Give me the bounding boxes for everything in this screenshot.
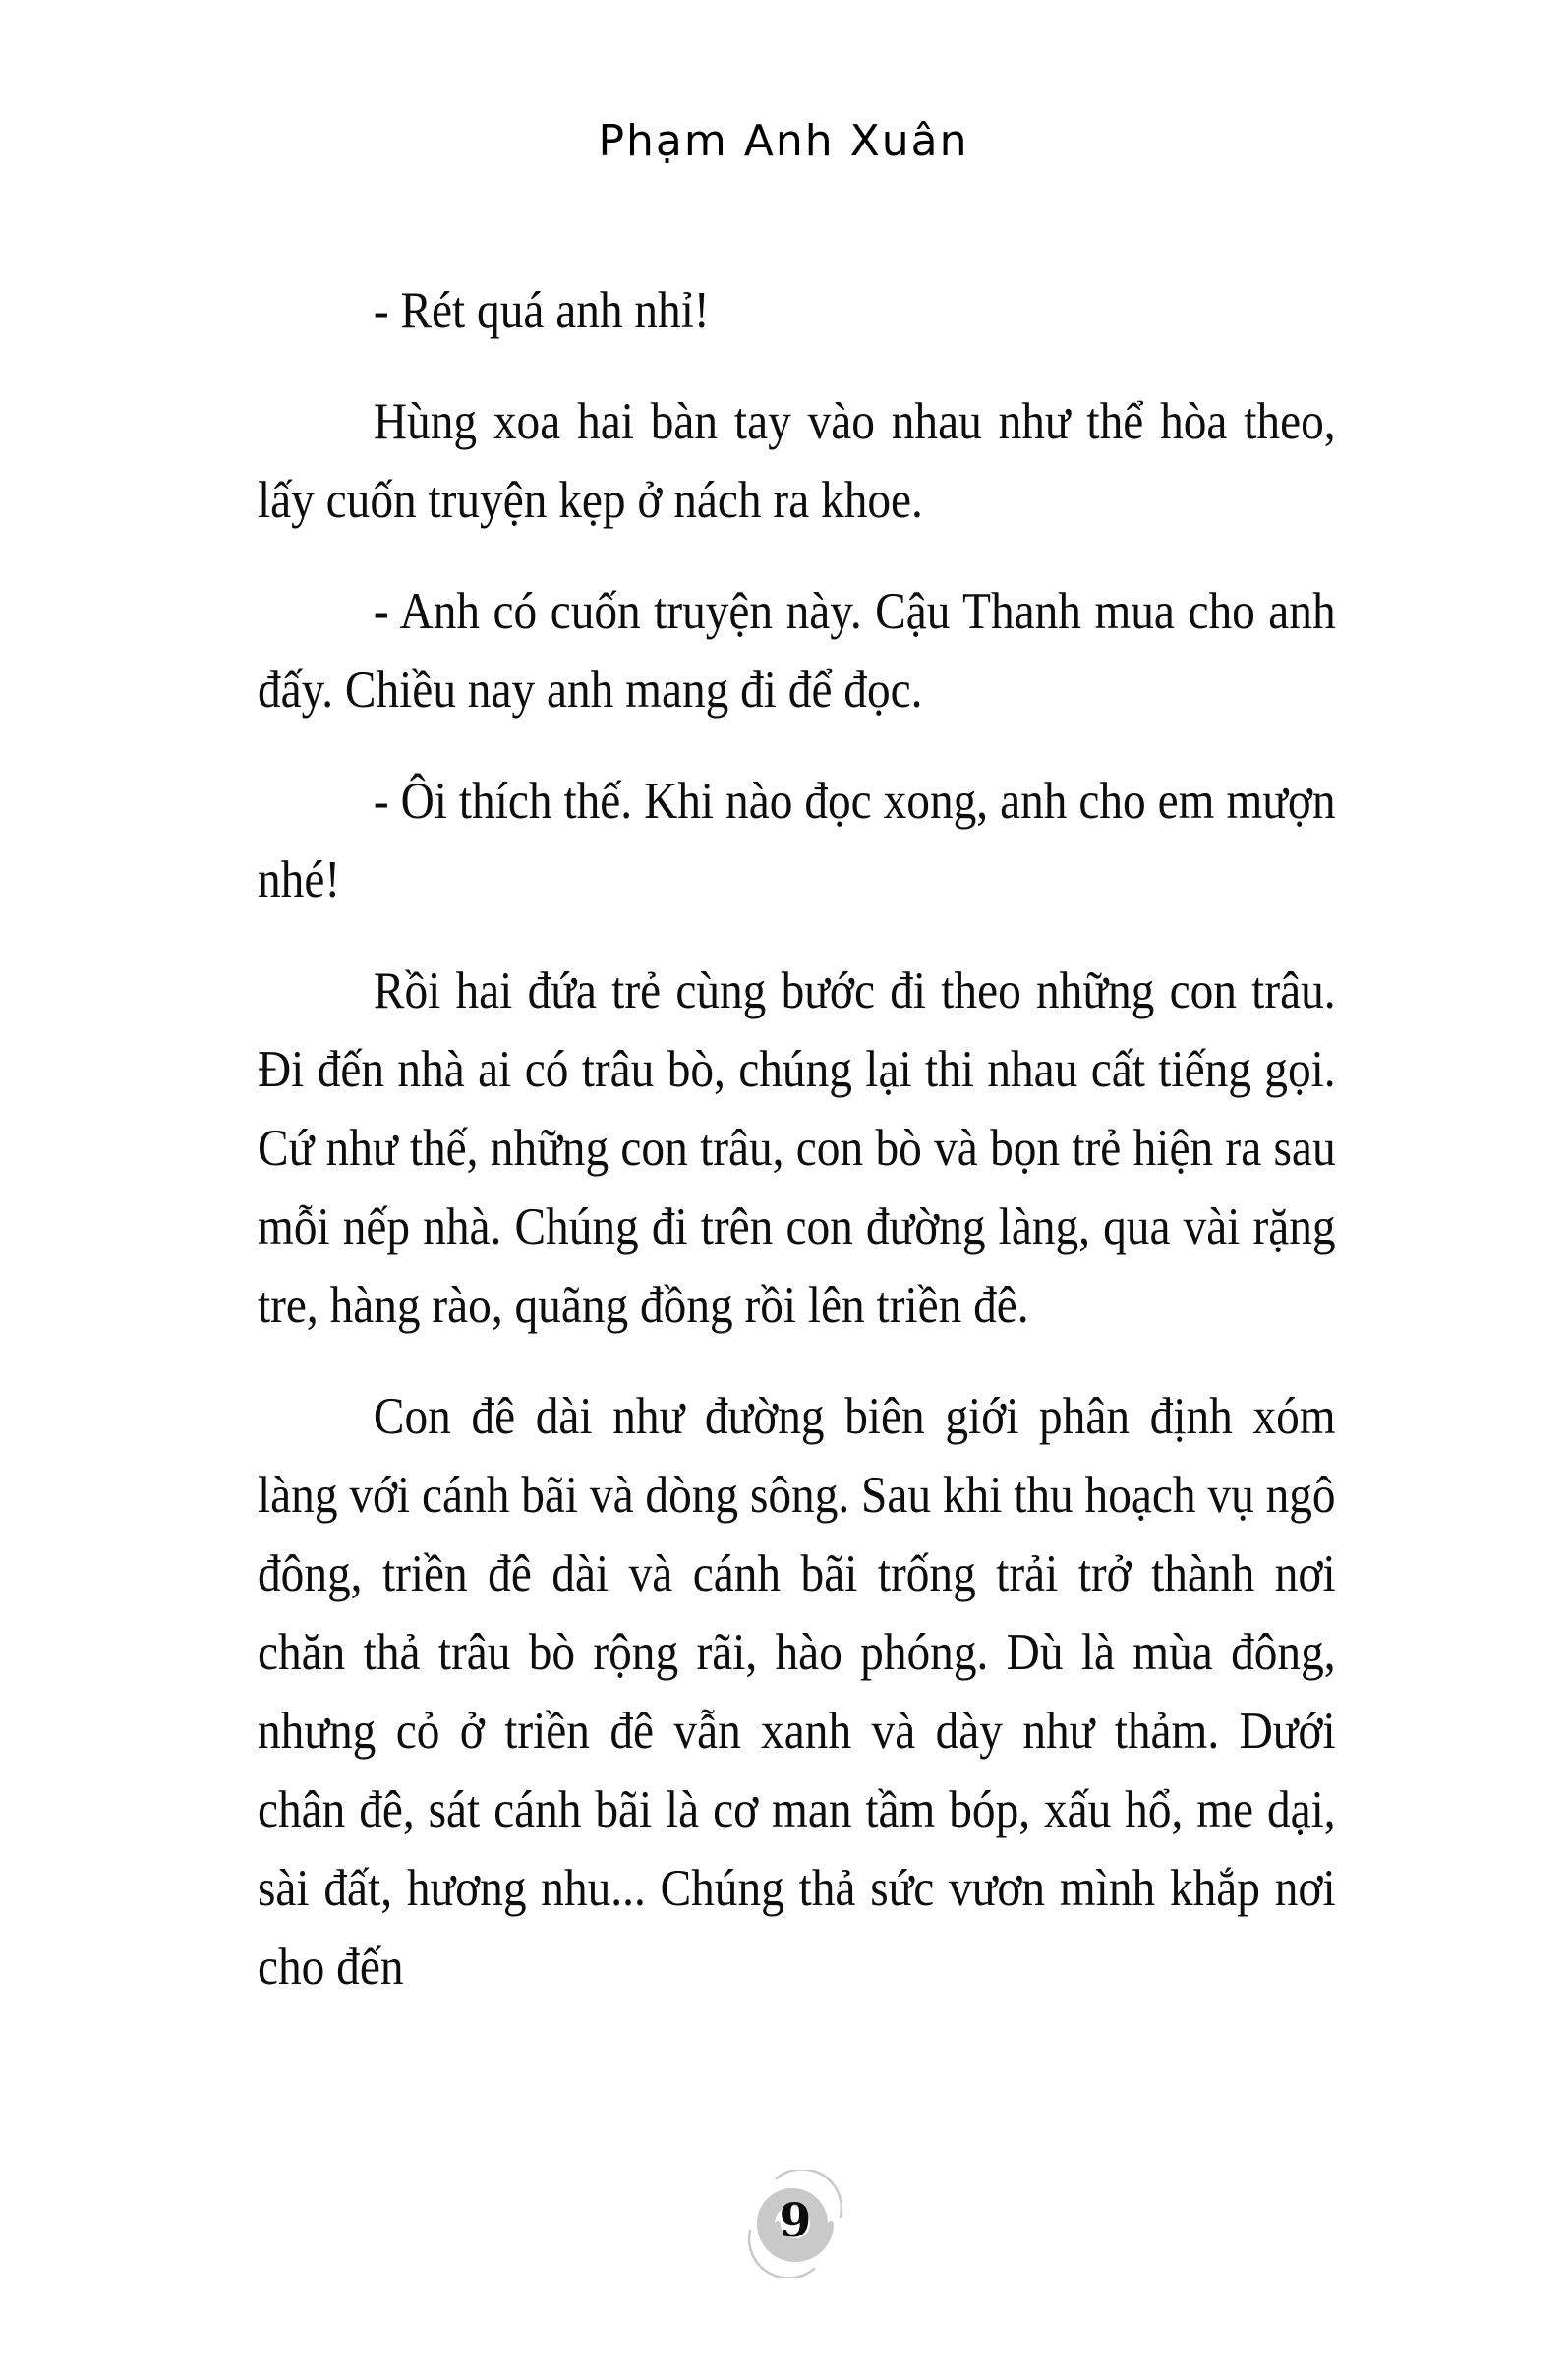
paragraph-dialogue-3: - Ôi thích thế. Khi nào đọc xong, anh cho em mượn nhé! [258, 773, 1336, 908]
paragraph-dialogue-2: - Anh có cuốn truyện này. Cậu Thanh mua cho anh đấy. Chiều nay anh mang đi để đọc. [258, 583, 1336, 719]
paragraph-dialogue-1: - Rét quá anh nhỉ! [373, 282, 710, 339]
page-number: 9 [779, 2193, 812, 2248]
paragraph-narration-1: Hùng xoa hai bàn tay vào nhau như thể hòa theo, lấy cuốn truyện kẹp ở nách ra khoe. [258, 393, 1336, 529]
paragraph-narration-2: Rồi hai đứa trẻ cùng bước đi theo những con trâu. Đi đến nhà ai có trâu bò, chúng lại thi nhau cất tiếng gọi. Cứ như thế, những con trâu, con bò và bọn trẻ hiện ra sau mỗi nếp nhà. Chúng đi trên con đường làng, qua vài rặng tre, hàng rào, quãng đồng rồi lên triền đê. [258, 962, 1336, 1334]
paragraph-narration-3: Con đê dài như đường biên giới phân định xóm làng với cánh bãi và dòng sông. Sau khi thu hoạch vụ ngô đông, triền đê dài và cánh bãi trống trải trở thành nơi chăn thả trâu bò rộng rãi, hào phóng. Dù là mùa đông, nhưng cỏ ở triền đê vẫn xanh và dày như thảm. Dưới chân đê, sát cánh bãi là cơ man tầm bóp, xấu hổ, me dại, sài đất, hương nhu... Chúng thả sức vươn mình khắp nơi cho đến [258, 1388, 1336, 1996]
page-body-text [258, 271, 1336, 2039]
author-name: Phạm Anh Xuân [598, 116, 969, 166]
page-number-ornament [741, 2170, 849, 2278]
